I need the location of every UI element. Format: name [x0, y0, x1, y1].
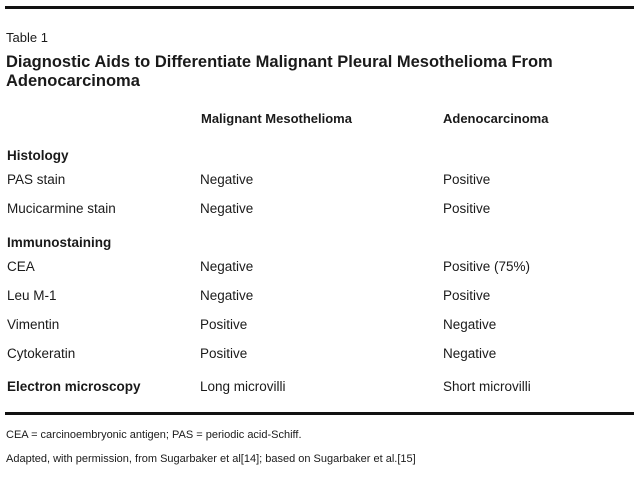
mesothelioma-value: Negative	[200, 172, 254, 187]
adenocarcinoma-value: Positive (75%)	[443, 259, 531, 274]
top-rule	[5, 6, 634, 9]
row-label: Mucicarmine stain	[7, 201, 116, 216]
adenocarcinoma-value: Positive	[443, 288, 491, 303]
mesothelioma-value: Negative	[200, 201, 254, 216]
mesothelioma-value: Positive	[200, 317, 248, 332]
table-title: Diagnostic Aids to Differentiate Malignant Pleural Mesothelioma From Adenocarcinoma	[6, 53, 553, 90]
table-row	[0, 317, 638, 335]
column-header-adenocarcinoma: Adenocarcinoma	[443, 111, 549, 126]
row-label: PAS stain	[7, 172, 66, 187]
adenocarcinoma-value: Negative	[443, 317, 497, 332]
section-immunostaining	[0, 235, 638, 253]
row-label: CEA	[7, 259, 35, 274]
table-row	[0, 259, 638, 277]
mesothelioma-value: Negative	[200, 288, 254, 303]
row-label: Leu M-1	[7, 288, 57, 303]
section-histology	[0, 148, 638, 166]
section-heading: Electron microscopy	[7, 379, 141, 394]
column-header-mesothelioma: Malignant Mesothelioma	[201, 111, 352, 126]
table-row	[0, 288, 638, 306]
adenocarcinoma-value: Positive	[443, 201, 491, 216]
bottom-rule	[5, 412, 634, 415]
section-electron-microscopy	[0, 379, 638, 397]
adenocarcinoma-value: Short microvilli	[443, 379, 531, 394]
mesothelioma-value: Positive	[200, 346, 248, 361]
row-label: Vimentin	[7, 317, 60, 332]
footnote-abbreviations: CEA = carcinoembryonic antigen; PAS = periodic acid-Schiff.	[6, 429, 302, 441]
row-label: Cytokeratin	[7, 346, 76, 361]
adenocarcinoma-value: Positive	[443, 172, 491, 187]
table-label: Table 1	[6, 30, 48, 45]
mesothelioma-value: Negative	[200, 259, 254, 274]
footnote-source: Adapted, with permission, from Sugarbaker et al[14]; based on Sugarbaker et al.[15]	[6, 453, 416, 465]
section-heading: Histology	[7, 148, 69, 163]
adenocarcinoma-value: Negative	[443, 346, 497, 361]
table-row	[0, 346, 638, 364]
mesothelioma-value: Long microvilli	[200, 379, 286, 394]
table-row	[0, 172, 638, 190]
section-heading: Immunostaining	[7, 235, 112, 250]
table-row	[0, 201, 638, 219]
